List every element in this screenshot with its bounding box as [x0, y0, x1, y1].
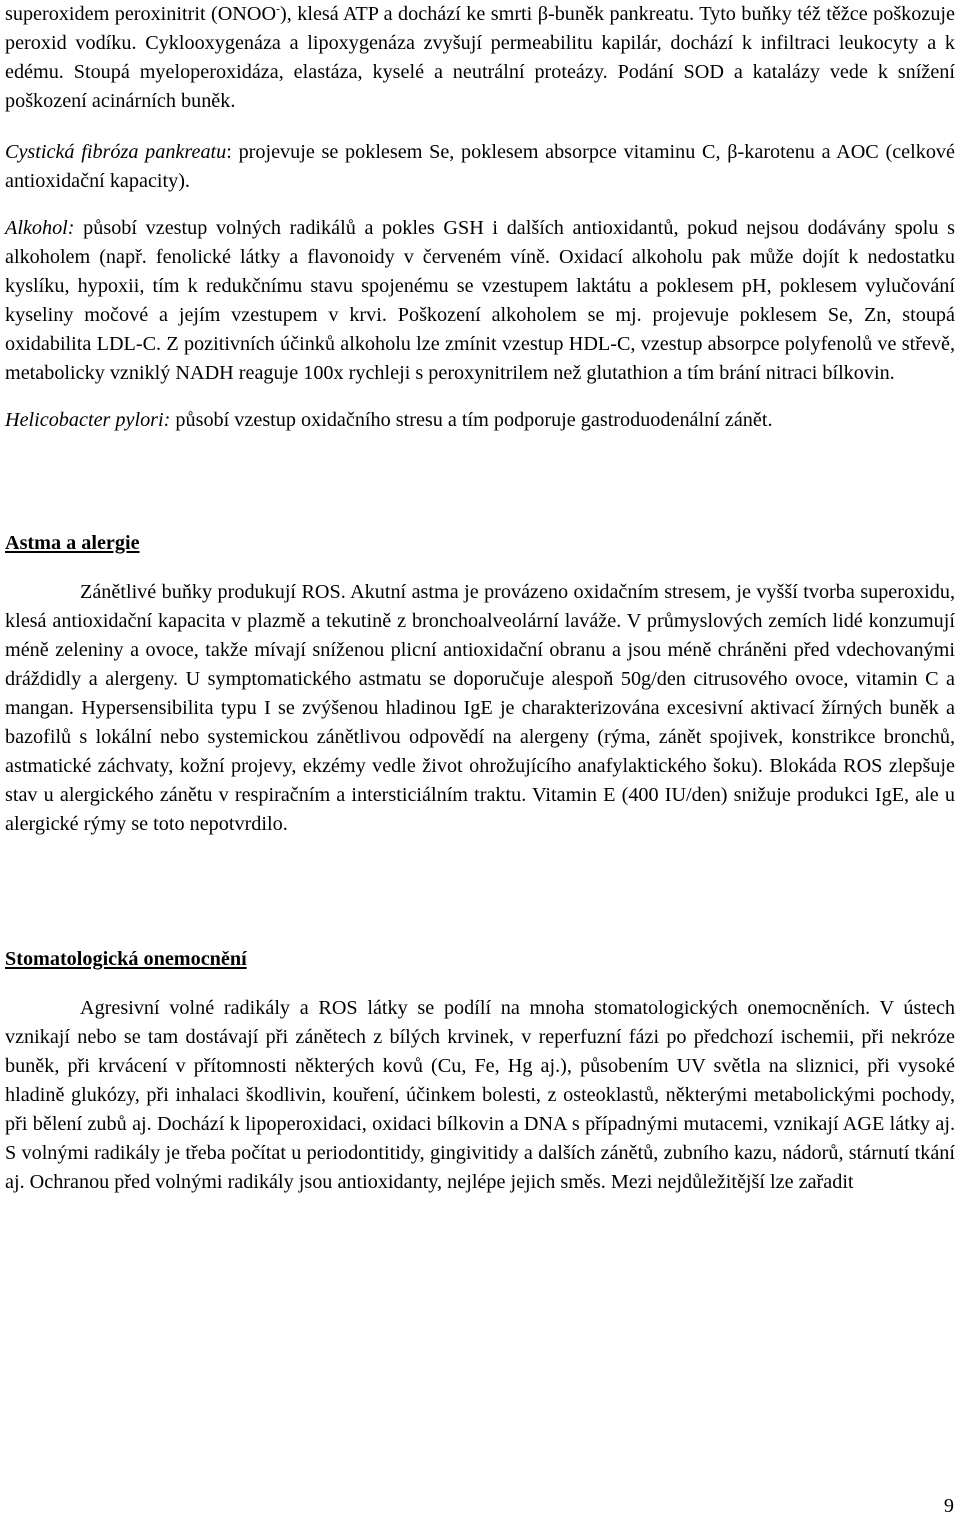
- paragraph-stomatology: Agresivní volné radikály a ROS látky se podílí na mnoha stomatologických onemocněních. V ústech vznikají nebo se tam dostávají při zánětech z bílých krvinek, v reperfuzní fázi po předchozí ischemii, při nekróze buněk, při krvácení v přítomnosti některých kovů (Cu, Fe, Hg aj.), působením UV světla na sliznici, při vysoké hladině glukózy, při inhalaci škodlivin, kouření, účinkem bolesti, z osteoklastů, některými metabolickými pochody, při bělení zubů aj. Dochází k lipoperoxidaci, oxidaci bílkovin a DNA s případnými mutacemi, vznikají AGE látky aj. S volnými radikály je třeba počítat u periodontitidy, gingivitidy a dalších zánětů, zubního kazu, nádorů, stárnutí tkání aj. Ochranou před volnými radikály jsou antioxidanty, nejlépe jejich směs. Mezi nejdůležitější lze zařadit: [5, 997, 955, 1193]
- term-label: Alkohol:: [5, 217, 75, 239]
- page-number: 9: [943, 1495, 954, 1517]
- section-heading-asthma: Astma a alergie: [5, 532, 140, 554]
- paragraph-asthma: Zánětlivé buňky produkují ROS. Akutní astma je provázeno oxidačním stresem, je vyšší tvorba superoxidu, klesá antioxidační kapacita v plazmě a tekutině z bronchoalveolární laváže. V průmyslových zemích lidé konzumují méně zeleniny a ovoce, takže mívají sníženou plicní antioxidační obranu a jsou méně chráněni před vdechovanými dráždidly a alergeny. U symptomatického astmatu se doporučuje alespoň 50g/den citrusového ovoce, vitamin C a mangan. Hypersensibilita typu I se zvýšenou hladinou IgE je charakterizována excesivní aktivací žírných buněk a bazofilů s lokální nebo systemickou zánětlivou odpovědí na alergeny (rýma, zánět spojivek, konstrikce bronchů, astmatické záchvaty, kožní projevy, ekzémy vedle život ohrožujícího anafylaktického šoku). Blokáda ROS zlepšuje stav u alergického zánětu v respiračním a intersticiálním traktu. Vitamin E (400 IU/den) snižuje produkci IgE, ale u alergické rýmy se toto nepotvrdilo.: [5, 581, 955, 835]
- paragraph-text: působí vzestup volných radikálů a pokles GSH i dalších antioxidantů, pokud nejsou dodávány spolu s alkoholem (např. fenolické látky a flavonoidy v červeném víně. Oxidací alkoholu pak může dojít k nedostatku kyslíku, hypoxii, tím k redukčnímu stavu spojenému se vzestupem laktátu a poklesem pH, poklesem vylučování kyseliny močové a jejím vzestupem v krvi. Poškození alkoholem se mj. projevuje poklesem Se, Zn, stoupá oxidabilita LDL-C. Z pozitivních účinků alkoholu lze zmínit vzestup HDL-C, vzestup absorpce polyfenolů ve střevě, metabolicky vzniklý NADH reaguje 100x rychleji s peroxynitrilem než glutathion a tím brání nitraci bílkovin.: [5, 217, 955, 384]
- term-label: Helicobacter pylori:: [5, 409, 171, 431]
- document-page: [5, 0, 955, 1197]
- paragraph-alcohol: [5, 214, 955, 388]
- superscript-minus: -: [276, 1, 281, 16]
- paragraph-cystic-fibrosis: [5, 138, 955, 196]
- section-heading-stomatology: Stomatologická onemocnění: [5, 948, 247, 970]
- paragraph-text: superoxidem peroxinitrit (ONOO: [5, 3, 277, 25]
- paragraph-pancreatitis: [5, 0, 955, 116]
- paragraph-helicobacter: [5, 406, 955, 435]
- paragraph-text: : projevuje se poklesem Se, poklesem absorpce vitaminu C, β-karotenu a AOC (celkové antioxidační kapacity).: [5, 141, 955, 192]
- term-label: Cystická fibróza pankreatu: [5, 141, 227, 163]
- paragraph-text: působí vzestup oxidačního stresu a tím podporuje gastroduodenální zánět.: [170, 409, 773, 431]
- paragraph-text: ), klesá ATP a dochází ke smrti β-buněk pankreatu. Tyto buňky též těžce poškozuje peroxid vodíku. Cyklooxygenáza a lipoxygenáza zvyšují permeabilitu kapilár, dochází k infiltraci leukocyty a k edému. Stoupá myeloperoxidáza, elastáza, kyselé a neutrální proteázy. Podání SOD a katalázy vede k snížení poškození acinárních buněk.: [5, 3, 955, 112]
